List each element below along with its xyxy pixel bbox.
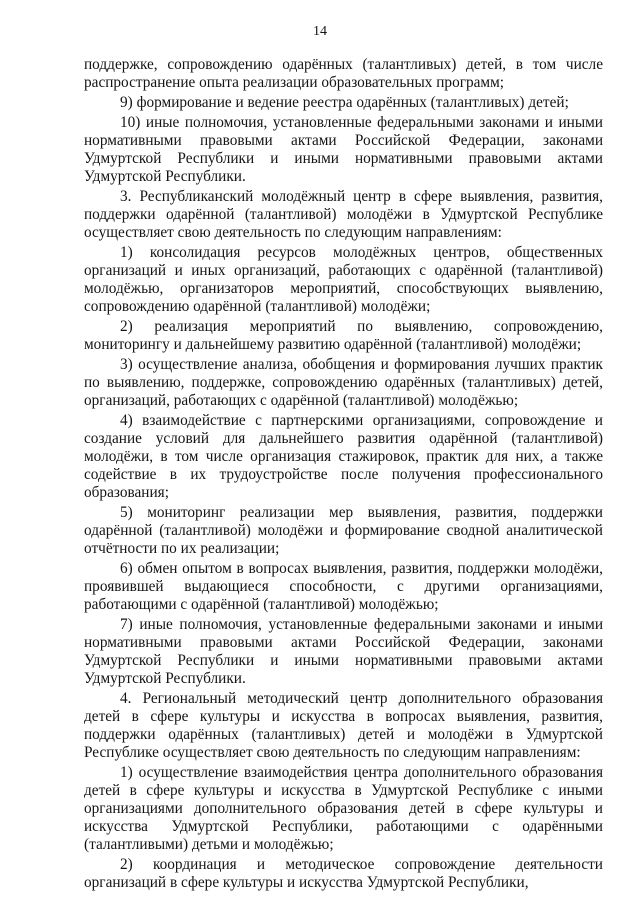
page-number: 14 (313, 24, 327, 39)
paragraph-section-3-item-5: 5) мониторинг реализации мер выявления, развития, поддержки одарённой (талантливой) молодёжи и формирование сводной аналитической отчётности по их реализации; (84, 504, 603, 557)
paragraph-section-4-item-1: 1) осуществление взаимодействия центра дополнительного образования детей в сфере культуры и искусства в Удмуртской Республике с иными организациями дополнительного образования детей в сфере культуры и искусства Удмуртской Республики, работающими с одарёнными (талантливыми) детьми и молодёжью; (84, 764, 603, 853)
paragraph-section-4: 4. Региональный методический центр дополнительного образования детей в сфере культуры и искусства в вопросах выявления, развития, поддержки одарённых (талантливых) детей и молодёжи в Удмуртской Республике осуществляет свою деятельность по следующим направлениям: (84, 690, 603, 761)
paragraph-continuation: поддержке, сопровождению одарённых (талантливых) детей, в том числе распространение опыта реализации образовательных программ; (84, 56, 603, 91)
paragraph-section-3: 3. Республиканский молодёжный центр в сфере выявления, развития, поддержки одарённой (талантливой) молодёжи в Удмуртской Республике осуществляет свою деятельность по следующим направлениям: (84, 188, 603, 241)
paragraph-section-3-item-4: 4) взаимодействие с партнерскими организациями, сопровождение и создание условий для дальнейшего развития одарённой (талантливой) молодёжи, в том числе организация стажировок, практик для них, а также содействие в их трудоустройстве после получения профессионального образования; (84, 412, 603, 501)
paragraph-section-4-item-2: 2) координация и методическое сопровождение деятельности организаций в сфере культуры и искусства Удмуртской Республики, (84, 856, 603, 891)
paragraph-item-10: 10) иные полномочия, установленные федеральными законами и иными нормативными правовыми актами Российской Федерации, законами Удмуртской Республики и иными нормативными правовыми актами Удмуртской Республики. (84, 114, 603, 185)
paragraph-section-3-item-7: 7) иные полномочия, установленные федеральными законами и иными нормативными правовыми актами Российской Федерации, законами Удмуртской Республики и иными нормативными правовыми актами Удмуртской Республики. (84, 616, 603, 687)
paragraph-item-9: 9) формирование и ведение реестра одарённых (талантливых) детей; (120, 94, 569, 111)
paragraph-section-3-item-2: 2) реализация мероприятий по выявлению, сопровождению, мониторингу и дальнейшему развитию одарённой (талантливой) молодёжи; (84, 318, 603, 353)
paragraph-section-3-item-3: 3) осуществление анализа, обобщения и формирования лучших практик по выявлению, поддержке, сопровождению одарённых (талантливых) детей, организаций, работающих с одарённой (талантливой) молодёжью; (84, 356, 603, 409)
paragraph-section-3-item-1: 1) консолидация ресурсов молодёжных центров, общественных организаций и иных организаций, работающих с одарённой (талантливой) молодёжью, организаторов мероприятий, способствующих выявлению, сопровождению одарённой (талантливой) молодёжи; (84, 244, 603, 315)
document-body (84, 56, 603, 894)
paragraph-section-3-item-6: 6) обмен опытом в вопросах выявления, развития, поддержки молодёжи, проявившей выдающиеся способности, с другими организациями, работающими с одарённой (талантливой) молодёжью; (84, 560, 603, 613)
